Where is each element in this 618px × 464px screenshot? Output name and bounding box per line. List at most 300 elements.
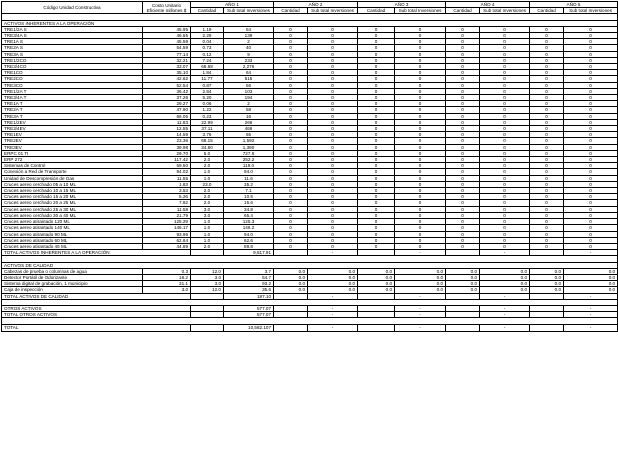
dash: - <box>480 293 530 299</box>
row-zero: 0 <box>358 76 395 82</box>
row-zero: 0 <box>446 26 480 32</box>
row-subtotal: 56 <box>224 82 274 88</box>
row-zero: 0 <box>446 51 480 57</box>
row-zero: 0 <box>395 33 446 39</box>
row-unit-cost: 37.26 <box>143 95 191 101</box>
row-code: Cruces aereo cerchado 10 a 15 ML <box>2 188 143 194</box>
row-quantity: 23.0 <box>191 181 224 187</box>
row-code: TRE1/2EV <box>2 119 143 125</box>
row-zero: 0 <box>480 163 530 169</box>
row-zero: 0 <box>274 64 308 70</box>
row-code: Cruces aereo cerchado 15 a 20 ML <box>2 194 143 200</box>
row-unit-cost: 77.14 <box>143 51 191 57</box>
row-value: 0.0 <box>358 274 395 280</box>
row-zero: 0 <box>308 225 358 231</box>
row-code: Detector Portátil de Odorizante <box>2 274 143 280</box>
year-4-header: AÑO 4 <box>446 2 530 8</box>
row-zero: 0 <box>395 237 446 243</box>
row-zero: 0 <box>446 101 480 107</box>
cantidad-header: Cantidad <box>358 8 395 14</box>
row-quantity: 0.04 <box>191 39 224 45</box>
row-zero: 0 <box>480 39 530 45</box>
row-zero: 0 <box>564 101 618 107</box>
cantidad-header: Cantidad <box>191 8 224 14</box>
row-zero: 0 <box>308 163 358 169</box>
row-zero: 0 <box>358 107 395 113</box>
row-zero: 0 <box>564 76 618 82</box>
row-unit-cost: 46.55 <box>143 33 191 39</box>
row-zero: 0 <box>480 132 530 138</box>
row-value: 35.6 <box>224 287 274 293</box>
row-zero: 0 <box>274 181 308 187</box>
dash: - <box>308 293 358 299</box>
row-zero: 0 <box>530 64 564 70</box>
row-value: 0.0 <box>274 287 308 293</box>
year-1-header: AÑO 1 <box>191 2 274 8</box>
row-zero: 0 <box>446 113 480 119</box>
row-zero: 0 <box>480 237 530 243</box>
row-zero: 0 <box>274 194 308 200</box>
row-zero: 0 <box>358 144 395 150</box>
row-quantity: 1.0 <box>191 219 224 225</box>
row-code: TRE1A S <box>2 39 143 45</box>
row-zero: 0 <box>530 101 564 107</box>
row-code: TRE2EV <box>2 138 143 144</box>
row-subtotal: 233 <box>224 57 274 63</box>
row-zero: 0 <box>395 64 446 70</box>
row-zero: 0 <box>274 231 308 237</box>
row-subtotal: 146.2 <box>224 225 274 231</box>
row-zero: 0 <box>480 95 530 101</box>
row-zero: 0 <box>308 169 358 175</box>
dash: - <box>395 293 446 299</box>
row-zero: 0 <box>446 237 480 243</box>
row-unit-cost: 36.42 <box>143 88 191 94</box>
row-quantity: 1.0 <box>191 225 224 231</box>
row-zero: 0 <box>395 175 446 181</box>
row-zero: 0 <box>308 26 358 32</box>
row-zero: 0 <box>395 88 446 94</box>
row-zero: 0 <box>446 45 480 51</box>
row-zero: 0 <box>446 138 480 144</box>
row-code: TRE2CO <box>2 76 143 82</box>
row-value: 0.0 <box>564 268 618 274</box>
row-value: 0.0 <box>395 281 446 287</box>
row-quantity: 0.12 <box>191 51 224 57</box>
row-zero: 0 <box>358 231 395 237</box>
row-zero: 0 <box>480 138 530 144</box>
dash: - <box>564 250 618 256</box>
row-subtotal: 7.1 <box>224 188 274 194</box>
row-unit-cost: 59.50 <box>143 163 191 169</box>
row-zero: 0 <box>446 200 480 206</box>
otros-label: OTROS ACTIVOS <box>2 305 191 311</box>
row-zero: 0 <box>308 150 358 156</box>
row-zero: 0 <box>446 181 480 187</box>
row-zero: 0 <box>530 33 564 39</box>
row-value: 0.0 <box>446 268 480 274</box>
row-zero: 0 <box>446 206 480 212</box>
row-zero: 0 <box>395 57 446 63</box>
row-zero: 0 <box>358 33 395 39</box>
row-zero: 0 <box>358 95 395 101</box>
row-zero: 0 <box>395 194 446 200</box>
row-zero: 0 <box>395 95 446 101</box>
row-zero: 0 <box>446 132 480 138</box>
row-zero: 0 <box>480 231 530 237</box>
row-zero: 0 <box>530 113 564 119</box>
row-zero: 0 <box>274 119 308 125</box>
row-zero: 0 <box>358 225 395 231</box>
dash: - <box>564 325 618 331</box>
row-zero: 0 <box>446 107 480 113</box>
row-zero: 0 <box>274 107 308 113</box>
row-code: TRE1/2A S <box>2 26 143 32</box>
row-zero: 0 <box>395 101 446 107</box>
row-subtotal: 727.6 <box>224 150 274 156</box>
row-zero: 0 <box>395 157 446 163</box>
row-zero: 0 <box>308 188 358 194</box>
row-value: 0.0 <box>530 281 564 287</box>
row-zero: 0 <box>530 200 564 206</box>
row-code: ERP 272 <box>2 157 143 163</box>
row-zero: 0 <box>274 225 308 231</box>
row-value: 3.0 <box>143 287 191 293</box>
row-zero: 0 <box>274 200 308 206</box>
dash: - <box>308 305 358 311</box>
row-quantity: 2.0 <box>191 157 224 163</box>
row-zero: 0 <box>395 181 446 187</box>
row-unit-cost: 29.27 <box>143 101 191 107</box>
row-zero: 0 <box>480 206 530 212</box>
row-unit-cost: 11.55 <box>143 175 191 181</box>
row-zero: 0 <box>564 126 618 132</box>
row-zero: 0 <box>274 150 308 156</box>
row-value: 0.0 <box>446 287 480 293</box>
row-zero: 0 <box>564 175 618 181</box>
row-code: TRE3A T <box>2 113 143 119</box>
row-quantity: 3.76 <box>191 132 224 138</box>
dash: - <box>395 305 446 311</box>
row-quantity: 2.29 <box>191 33 224 39</box>
row-zero: 0 <box>564 169 618 175</box>
row-value: 12.0 <box>191 287 224 293</box>
row-zero: 0 <box>530 212 564 218</box>
row-zero: 0 <box>530 163 564 169</box>
dash: - <box>564 293 618 299</box>
row-zero: 0 <box>446 82 480 88</box>
row-quantity: 2.0 <box>191 188 224 194</box>
row-zero: 0 <box>564 70 618 76</box>
row-code: Unidad de Descompresión de Gas <box>2 175 143 181</box>
row-zero: 0 <box>446 225 480 231</box>
row-code: Cruces aereo atirantado 120 ML <box>2 219 143 225</box>
row-zero: 0 <box>358 57 395 63</box>
row-zero: 0 <box>480 76 530 82</box>
row-zero: 0 <box>480 70 530 76</box>
row-zero: 0 <box>530 150 564 156</box>
row-value: 0.0 <box>564 287 618 293</box>
row-zero: 0 <box>274 101 308 107</box>
row-zero: 0 <box>530 219 564 225</box>
row-zero: 0 <box>395 150 446 156</box>
row-zero: 0 <box>274 219 308 225</box>
row-subtotal: 11.6 <box>224 175 274 181</box>
row-value: 0.0 <box>446 274 480 280</box>
row-zero: 0 <box>395 144 446 150</box>
row-zero: 0 <box>274 144 308 150</box>
row-value: 3.7 <box>224 268 274 274</box>
row-subtotal: 15.6 <box>224 200 274 206</box>
row-code: TRE1/2A T <box>2 88 143 94</box>
row-zero: 0 <box>308 51 358 57</box>
dash: - <box>308 312 358 318</box>
row-zero: 0 <box>358 212 395 218</box>
year-2-header: AÑO 2 <box>274 2 358 8</box>
row-code: Cruces aereo cerchado 30 a 40 ML <box>2 212 143 218</box>
dash: - <box>564 305 618 311</box>
row-zero: 0 <box>564 113 618 119</box>
dash: - <box>395 250 446 256</box>
row-zero: 0 <box>530 132 564 138</box>
row-quantity: 68.15 <box>191 138 224 144</box>
row-code: Conexión a Red de Transporte <box>2 169 143 175</box>
row-value: 0.0 <box>308 268 358 274</box>
row-zero: 0 <box>564 144 618 150</box>
costo-header: Costo Unitario Eficiente millones $ <box>143 2 191 14</box>
row-zero: 0 <box>480 45 530 51</box>
row-zero: 0 <box>274 169 308 175</box>
row-zero: 0 <box>308 82 358 88</box>
row-zero: 0 <box>358 150 395 156</box>
row-unit-cost: 29.70 <box>143 150 191 156</box>
row-zero: 0 <box>480 157 530 163</box>
row-zero: 0 <box>308 64 358 70</box>
row-zero: 0 <box>358 45 395 51</box>
row-zero: 0 <box>480 51 530 57</box>
row-zero: 0 <box>480 57 530 63</box>
row-zero: 0 <box>446 144 480 150</box>
row-zero: 0 <box>564 206 618 212</box>
row-quantity: 22.99 <box>191 119 224 125</box>
row-zero: 0 <box>564 82 618 88</box>
row-zero: 0 <box>274 26 308 32</box>
dash: - <box>480 305 530 311</box>
row-zero: 0 <box>530 206 564 212</box>
row-zero: 0 <box>274 113 308 119</box>
row-zero: 0 <box>564 45 618 51</box>
row-zero: 0 <box>274 76 308 82</box>
row-zero: 0 <box>564 26 618 32</box>
row-zero: 0 <box>395 243 446 249</box>
row-zero: 0 <box>358 157 395 163</box>
row-code: TRE1CO <box>2 70 143 76</box>
row-subtotal: 40 <box>224 45 274 51</box>
row-value: 0.0 <box>308 287 358 293</box>
grand-total-value: 10,582.107 <box>224 325 274 331</box>
row-zero: 0 <box>480 119 530 125</box>
row-zero: 0 <box>274 57 308 63</box>
row-zero: 0 <box>480 219 530 225</box>
row-zero: 0 <box>530 39 564 45</box>
row-unit-cost: 125.29 <box>143 219 191 225</box>
row-zero: 0 <box>564 132 618 138</box>
row-unit-cost: 5.26 <box>143 194 191 200</box>
row-unit-cost: 42.62 <box>143 76 191 82</box>
row-subtotal: 1,592 <box>224 138 274 144</box>
row-zero: 0 <box>308 39 358 45</box>
row-zero: 0 <box>395 206 446 212</box>
row-value: 0.0 <box>274 274 308 280</box>
row-zero: 0 <box>274 132 308 138</box>
row-zero: 0 <box>308 144 358 150</box>
row-zero: 0 <box>274 45 308 51</box>
row-value: 0.0 <box>446 281 480 287</box>
investment-table <box>1 1 618 332</box>
row-unit-cost: 47.90 <box>143 107 191 113</box>
row-subtotal: 55 <box>224 132 274 138</box>
row-zero: 0 <box>308 206 358 212</box>
row-zero: 0 <box>446 212 480 218</box>
row-zero: 0 <box>395 45 446 51</box>
row-zero: 0 <box>358 219 395 225</box>
row-quantity: 2.84 <box>191 88 224 94</box>
row-value: 0.0 <box>564 274 618 280</box>
row-zero: 0 <box>480 243 530 249</box>
row-zero: 0 <box>395 200 446 206</box>
row-code: TRE3/4CO <box>2 64 143 70</box>
row-zero: 0 <box>395 82 446 88</box>
row-zero: 0 <box>308 107 358 113</box>
row-zero: 0 <box>480 107 530 113</box>
row-subtotal: 252.2 <box>224 157 274 163</box>
row-zero: 0 <box>308 101 358 107</box>
row-unit-cost: 23.36 <box>143 138 191 144</box>
row-unit-cost: 94.02 <box>143 169 191 175</box>
row-quantity: 1.22 <box>191 107 224 113</box>
row-zero: 0 <box>564 138 618 144</box>
row-subtotal: 89.8 <box>224 243 274 249</box>
row-zero: 0 <box>274 82 308 88</box>
row-zero: 0 <box>530 119 564 125</box>
row-value: 31.1 <box>143 281 191 287</box>
row-unit-cost: 93.96 <box>143 231 191 237</box>
row-zero: 0 <box>480 33 530 39</box>
row-zero: 0 <box>308 45 358 51</box>
row-code: Cruces aereo atirantado 90 ML <box>2 231 143 237</box>
row-code: TRE3EV <box>2 144 143 150</box>
row-subtotal: 266 <box>224 119 274 125</box>
row-value: 54.7 <box>224 274 274 280</box>
row-quantity: 2.0 <box>191 243 224 249</box>
row-zero: 0 <box>564 188 618 194</box>
otros-value: 577.07 <box>224 305 274 311</box>
row-zero: 0 <box>308 70 358 76</box>
row-zero: 0 <box>395 219 446 225</box>
row-zero: 0 <box>358 82 395 88</box>
row-value: 18.2 <box>143 274 191 280</box>
row-zero: 0 <box>530 95 564 101</box>
dash: - <box>308 325 358 331</box>
row-zero: 0 <box>274 95 308 101</box>
row-zero: 0 <box>564 237 618 243</box>
row-quantity: 3.0 <box>191 212 224 218</box>
row-subtotal: 62.6 <box>224 237 274 243</box>
row-value: 0.0 <box>480 287 530 293</box>
row-zero: 0 <box>395 51 446 57</box>
row-value: 0.0 <box>480 268 530 274</box>
row-code: ERPC 01 TI <box>2 150 143 156</box>
row-subtotal: 119.0 <box>224 163 274 169</box>
row-zero: 0 <box>564 33 618 39</box>
row-zero: 0 <box>446 188 480 194</box>
row-zero: 0 <box>446 70 480 76</box>
row-zero: 0 <box>530 181 564 187</box>
row-zero: 0 <box>564 243 618 249</box>
row-zero: 0 <box>358 206 395 212</box>
row-code: Cruces aereo cerchado 25 a 30 ML <box>2 206 143 212</box>
row-zero: 0 <box>530 169 564 175</box>
row-unit-cost: 45.95 <box>143 26 191 32</box>
row-quantity: 1.19 <box>191 26 224 32</box>
row-zero: 0 <box>530 82 564 88</box>
row-zero: 0 <box>446 175 480 181</box>
row-zero: 0 <box>446 231 480 237</box>
row-zero: 0 <box>274 237 308 243</box>
row-subtotal: 58 <box>224 107 274 113</box>
row-zero: 0 <box>358 194 395 200</box>
calidad-section-title: ACTIVOS DE CALIDAD <box>2 262 618 268</box>
row-unit-cost: 45.59 <box>143 39 191 45</box>
row-code: Caja de inspección <box>2 287 143 293</box>
row-zero: 0 <box>308 243 358 249</box>
row-zero: 0 <box>358 26 395 32</box>
row-zero: 0 <box>308 57 358 63</box>
row-unit-cost: 32.21 <box>143 57 191 63</box>
row-zero: 0 <box>274 70 308 76</box>
row-unit-cost: 1.83 <box>143 181 191 187</box>
row-quantity: 11.77 <box>191 76 224 82</box>
row-quantity: 5.20 <box>191 95 224 101</box>
subtotal-header: Sub total Inversiones <box>308 8 358 14</box>
row-code: Cabezas de prueba o columnas de agua <box>2 268 143 274</box>
row-zero: 0 <box>564 225 618 231</box>
row-zero: 0 <box>274 39 308 45</box>
row-value: 0.0 <box>530 268 564 274</box>
year-3-header: AÑO 3 <box>358 2 446 8</box>
row-unit-cost: 11.83 <box>143 119 191 125</box>
row-subtotal: 16 <box>224 113 274 119</box>
row-zero: 0 <box>480 188 530 194</box>
row-zero: 0 <box>308 181 358 187</box>
row-value: 0.0 <box>358 281 395 287</box>
row-zero: 0 <box>308 200 358 206</box>
row-zero: 0 <box>358 243 395 249</box>
row-zero: 0 <box>308 175 358 181</box>
row-zero: 0 <box>358 163 395 169</box>
row-subtotal: 466 <box>224 126 274 132</box>
row-value: 0.0 <box>358 287 395 293</box>
row-unit-cost: 21.79 <box>143 212 191 218</box>
inherentes-total-value: 9,817.91 <box>224 250 274 256</box>
row-zero: 0 <box>358 113 395 119</box>
row-unit-cost: 35.10 <box>143 70 191 76</box>
row-zero: 0 <box>530 57 564 63</box>
dash: - <box>308 250 358 256</box>
row-zero: 0 <box>530 231 564 237</box>
row-value: 0.0 <box>308 281 358 287</box>
row-zero: 0 <box>530 194 564 200</box>
